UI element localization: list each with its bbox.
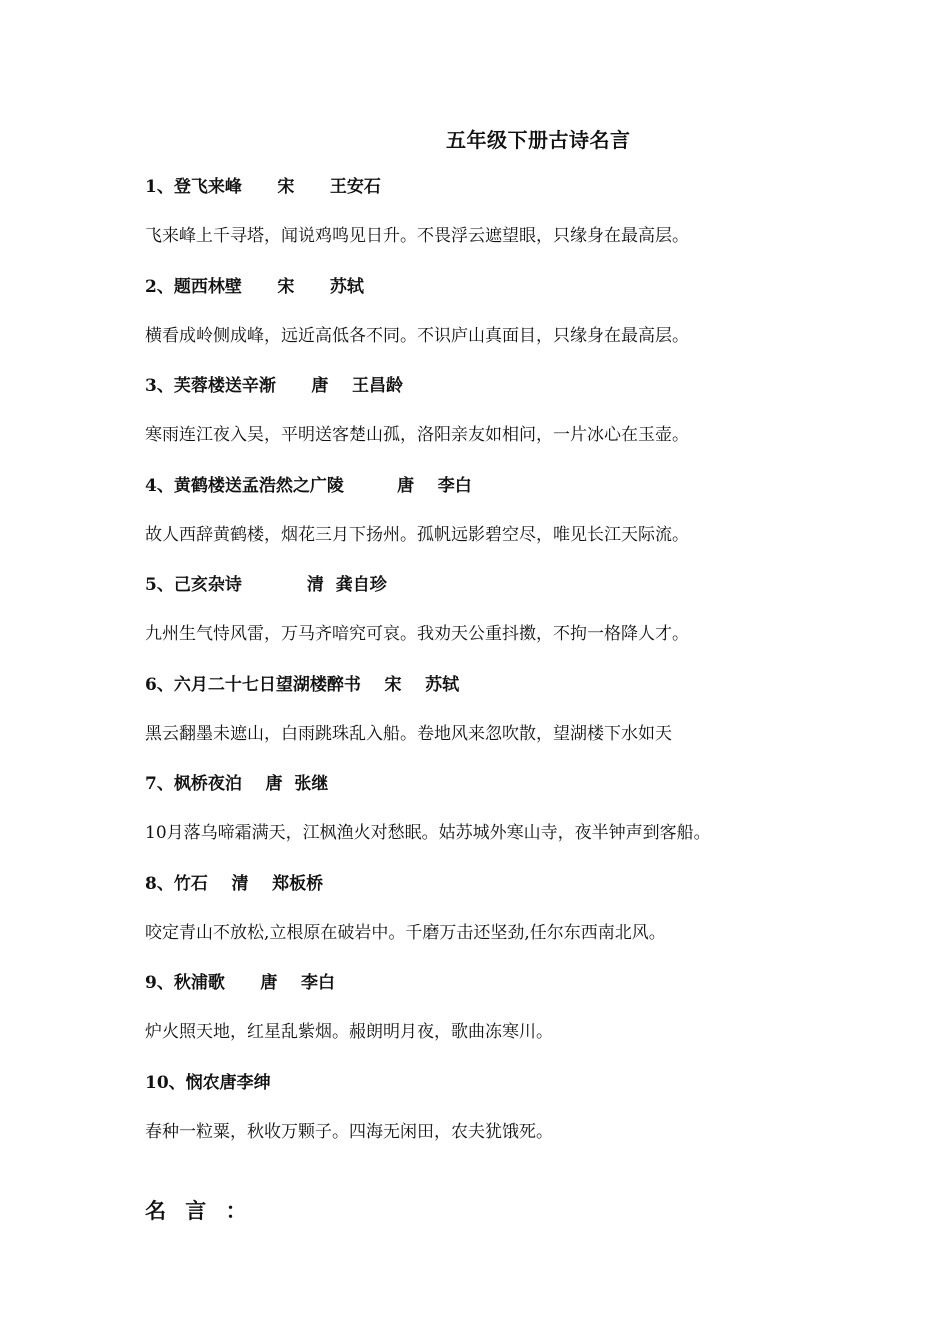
poem-item <box>145 873 845 973</box>
poem-text: 春种一粒粟，秋收万颗子。四海无闲田，农夫犹饿死。 <box>145 1121 553 1142</box>
poem-heading: 7、枫桥夜泊 唐 张继 <box>145 774 329 794</box>
poem-heading: 2、题西林壁 宋 苏轼 <box>145 276 364 297</box>
poem-heading: 6、六月二十七日望湖楼醉书 宋 苏轼 <box>145 674 460 695</box>
poem-item <box>145 574 845 674</box>
poem-text: 炉火照天地，红星乱紫烟。赧朗明月夜，歌曲冻寒川。 <box>145 1022 553 1042</box>
poem-heading: 8、竹石 清 郑板桥 <box>145 873 324 894</box>
poem-item <box>145 375 845 475</box>
poem-heading: 3、芙蓉楼送辛渐 唐 王昌龄 <box>145 376 404 396</box>
poem-heading: 4、黄鹤楼送孟浩然之广陵 唐 李白 <box>145 475 472 496</box>
poem-item <box>145 276 845 376</box>
poem-item <box>145 972 845 1072</box>
poem-text: 咬定青山不放松,立根原在破岩中。千磨万击还坚劲,任尔东西南北风。 <box>145 922 666 943</box>
poem-item <box>145 773 845 873</box>
poem-item <box>145 1072 845 1172</box>
poem-item <box>145 475 845 575</box>
quotes-heading: 名 言 ： <box>145 1198 253 1223</box>
poem-text: 横看成岭侧成峰，远近高低各不同。不识庐山真面目，只缘身在最高层。 <box>145 325 689 346</box>
poem-item <box>145 176 845 276</box>
poem-text: 九州生气恃风雷，万马齐喑究可哀。我劝天公重抖擞，不拘一格降人才。 <box>145 624 689 644</box>
poem-text: 10月落乌啼霜满天，江枫渔火对愁眠。姑苏城外寒山寺，夜半钟声到客船。 <box>145 823 711 843</box>
poem-heading: 9、秋浦歌 唐 李白 <box>145 973 336 993</box>
poem-text: 故人西辞黄鹤楼，烟花三月下扬州。孤帆远影碧空尽，唯见长江天际流。 <box>145 524 689 545</box>
document-title: 五年级下册古诗名言 <box>446 128 631 152</box>
poem-text: 黑云翻墨未遮山，白雨跳珠乱入船。卷地风来忽吹散，望湖楼下水如天 <box>145 723 672 744</box>
poem-heading: 1、登飞来峰 宋 王安石 <box>145 177 381 197</box>
poem-list <box>145 176 845 1171</box>
poem-item <box>145 674 845 774</box>
poem-text: 寒雨连江夜入吴，平明送客楚山孤，洛阳亲友如相问，一片冰心在玉壶。 <box>145 425 689 445</box>
poem-heading: 5、己亥杂诗 清 龚自珍 <box>145 575 387 595</box>
poem-heading: 10、悯农唐李绅 <box>145 1072 271 1093</box>
poem-text: 飞来峰上千寻塔，闻说鸡鸣见日升。不畏浮云遮望眼，只缘身在最高层。 <box>145 226 689 246</box>
